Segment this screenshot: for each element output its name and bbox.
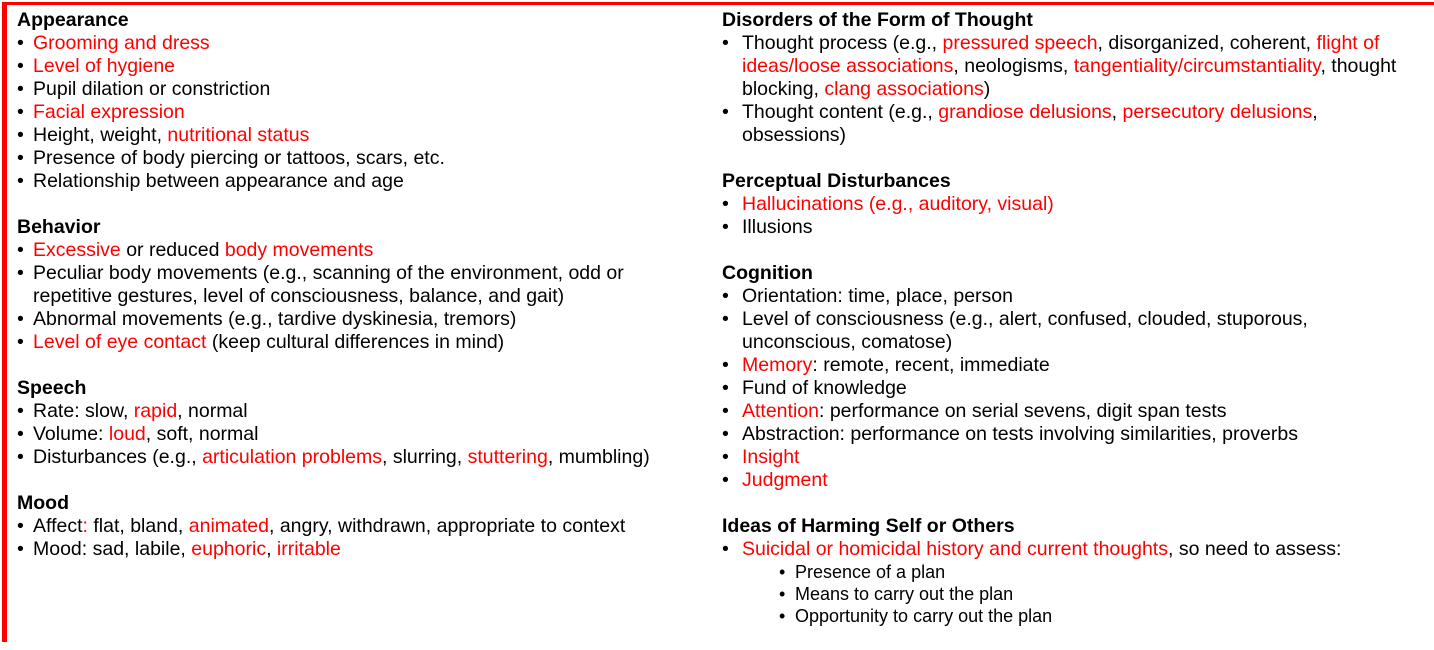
item-text: , angry, withdrawn, appropriate to context <box>268 515 626 537</box>
item-text: Volume: <box>33 423 109 445</box>
list-item <box>17 239 707 262</box>
list-item <box>722 216 1427 239</box>
item-text: Mood: sad, labile, <box>33 538 192 560</box>
list-item <box>722 101 1427 147</box>
bullet-icon: • <box>17 55 24 77</box>
bullet-icon: • <box>722 446 729 468</box>
item-text: , disorganized, coherent, <box>1097 32 1317 54</box>
section-mood <box>17 492 707 561</box>
item-text: Thought process (e.g., <box>742 32 943 54</box>
section-heading: Speech <box>17 377 87 399</box>
item-text: flat, bland, <box>87 515 189 537</box>
highlighted-text: Grooming and dress <box>33 32 210 54</box>
bullet-icon: • <box>722 469 729 491</box>
bullet-icon: • <box>17 308 24 330</box>
item-text: Abnormal movements (e.g., tardive dyskinesia, tremors) <box>33 308 517 330</box>
highlighted-text: articulation problems <box>202 446 382 468</box>
bullet-icon: • <box>722 101 729 123</box>
bullet-icon: • <box>17 538 24 560</box>
section-perceptual-disturbances <box>722 170 1427 239</box>
item-text: , slurring, <box>382 446 468 468</box>
item-text: Fund of knowledge <box>742 377 907 399</box>
item-text: ) <box>983 78 991 100</box>
bullet-icon: • <box>17 124 24 146</box>
bullet-icon: • <box>722 377 729 399</box>
highlighted-text: flight of ideas/loose associations <box>742 32 1380 77</box>
bullet-icon: • <box>17 170 24 192</box>
highlighted-text: nutritional status <box>167 124 310 146</box>
list-item <box>17 32 707 55</box>
section-heading: Cognition <box>722 262 813 284</box>
item-text: (keep cultural differences in mind) <box>206 331 505 353</box>
highlighted-text: Memory <box>742 354 813 376</box>
list-item <box>17 55 707 78</box>
list-item <box>722 32 1427 101</box>
list-item <box>17 400 707 423</box>
list-item <box>722 538 1427 561</box>
bullet-icon: • <box>722 308 729 330</box>
bullet-icon: • <box>722 32 729 54</box>
item-text: Height, weight, <box>33 124 168 146</box>
section-cognition <box>722 262 1427 492</box>
section-heading: Disorders of the Form of Thought <box>722 9 1033 31</box>
highlighted-text: Attention <box>742 400 819 422</box>
highlighted-text: euphoric <box>191 538 267 560</box>
bullet-icon: • <box>779 606 786 626</box>
list-item <box>17 124 707 147</box>
item-text: Disturbances (e.g., <box>33 446 203 468</box>
item-text: Presence of a plan <box>795 562 946 582</box>
list-item <box>722 446 1427 469</box>
item-text: , <box>266 538 277 560</box>
section-appearance <box>17 9 707 193</box>
item-text: Orientation: time, place, person <box>742 285 1013 307</box>
bullet-icon: • <box>779 584 786 604</box>
section-speech <box>17 377 707 469</box>
list-item <box>17 538 707 561</box>
list-item <box>17 423 707 446</box>
highlighted-text: : <box>82 515 88 537</box>
item-text: Relationship between appearance and age <box>33 170 404 192</box>
bullet-icon: • <box>722 400 729 422</box>
bullet-icon: • <box>17 262 24 284</box>
item-text: Pupil dilation or constriction <box>33 78 271 100</box>
bullet-icon: • <box>722 216 729 238</box>
highlighted-text: loud <box>108 423 146 445</box>
sub-list <box>779 561 1427 627</box>
item-text: : performance on serial sevens, digit span tests <box>818 400 1227 422</box>
item-text: , so need to assess: <box>1167 538 1342 560</box>
item-text: Abstraction: performance on tests involving similarities, proverbs <box>742 423 1298 445</box>
list-item <box>17 446 707 469</box>
bullet-icon: • <box>17 446 24 468</box>
right-column <box>722 9 1427 650</box>
list-item <box>17 331 707 354</box>
sub-list-item <box>779 605 1427 627</box>
item-text: , neologisms, <box>953 55 1074 77</box>
highlighted-text: Excessive <box>33 239 121 261</box>
left-column <box>17 9 707 584</box>
item-text: Peculiar body movements (e.g., scanning of the environment, odd or repetitive gestures, level of consciousness, balance, and gait) <box>33 262 624 307</box>
bullet-icon: • <box>17 147 24 169</box>
list-item <box>17 262 707 308</box>
highlighted-text: persecutory delusions <box>1122 101 1313 123</box>
bullet-icon: • <box>722 193 729 215</box>
highlighted-text: pressured speech <box>942 32 1098 54</box>
highlighted-text: Judgment <box>742 469 828 491</box>
bullet-icon: • <box>17 78 24 100</box>
highlighted-text: Suicidal or homicidal history and current thoughts <box>742 538 1168 560</box>
list-item <box>722 377 1427 400</box>
bullet-icon: • <box>17 32 24 54</box>
list-item <box>17 101 707 124</box>
highlighted-text: tangentiality/circumstantiality <box>1073 55 1321 77</box>
item-text: , obsessions) <box>742 101 1318 146</box>
highlighted-text: clang associations <box>824 78 984 100</box>
bullet-icon: • <box>17 400 24 422</box>
item-text: or reduced <box>120 239 225 261</box>
list-item <box>17 170 707 193</box>
section-behavior <box>17 216 707 354</box>
highlighted-text: rapid <box>133 400 178 422</box>
list-item <box>722 400 1427 423</box>
highlighted-text: body movements <box>224 239 374 261</box>
item-text: Rate: slow, <box>33 400 134 422</box>
highlighted-text: Level of hygiene <box>33 55 176 77</box>
item-text: , mumbling) <box>547 446 650 468</box>
item-text: , soft, normal <box>145 423 259 445</box>
section-heading: Mood <box>17 492 69 514</box>
item-text: Opportunity to carry out the plan <box>795 606 1053 626</box>
list-item <box>17 515 707 538</box>
sub-list-item <box>779 583 1427 605</box>
section-heading: Appearance <box>17 9 129 31</box>
list-item <box>17 78 707 101</box>
list-item <box>722 308 1427 354</box>
list-item <box>722 423 1427 446</box>
highlighted-text: Level of eye contact <box>33 331 207 353</box>
highlighted-text: irritable <box>276 538 341 560</box>
bullet-icon: • <box>17 239 24 261</box>
item-text: Affect <box>33 515 83 537</box>
list-item <box>722 193 1427 216</box>
item-text: , <box>1111 101 1123 123</box>
bullet-icon: • <box>17 101 24 123</box>
item-text: , normal <box>177 400 248 422</box>
item-text: , thought blocking, <box>742 55 1397 100</box>
bullet-icon: • <box>779 562 786 582</box>
list-item <box>722 354 1427 377</box>
highlighted-text: Insight <box>742 446 800 468</box>
item-text: Thought content (e.g., <box>742 101 939 123</box>
highlighted-text: Facial expression <box>33 101 185 123</box>
bullet-icon: • <box>722 423 729 445</box>
bullet-icon: • <box>722 538 729 560</box>
list-item <box>17 308 707 331</box>
sub-list-item <box>779 561 1427 583</box>
list-item <box>722 285 1427 308</box>
section-heading: Perceptual Disturbances <box>722 170 951 192</box>
item-text: Illusions <box>742 216 813 238</box>
list-item <box>722 469 1427 492</box>
item-text: Presence of body piercing or tattoos, scars, etc. <box>33 147 445 169</box>
bullet-icon: • <box>722 354 729 376</box>
item-text: : remote, recent, immediate <box>812 354 1050 376</box>
list-item <box>17 147 707 170</box>
bullet-icon: • <box>722 285 729 307</box>
section-heading: Ideas of Harming Self or Others <box>722 515 1015 537</box>
highlighted-text: grandiose delusions <box>938 101 1112 123</box>
section-ideas-of-harming-self-or-others <box>722 515 1427 627</box>
bullet-icon: • <box>17 331 24 353</box>
highlighted-text: Hallucinations (e.g., auditory, visual) <box>742 193 1054 215</box>
item-text: Means to carry out the plan <box>795 584 1014 604</box>
section-heading: Behavior <box>17 216 101 238</box>
section-disorders-of-the-form-of-thought <box>722 9 1427 147</box>
bullet-icon: • <box>17 515 24 537</box>
item-text: Level of consciousness (e.g., alert, confused, clouded, stuporous, unconscious, comatose) <box>742 308 1308 353</box>
bullet-icon: • <box>17 423 24 445</box>
highlighted-text: stuttering <box>467 446 548 468</box>
highlighted-text: animated <box>188 515 269 537</box>
